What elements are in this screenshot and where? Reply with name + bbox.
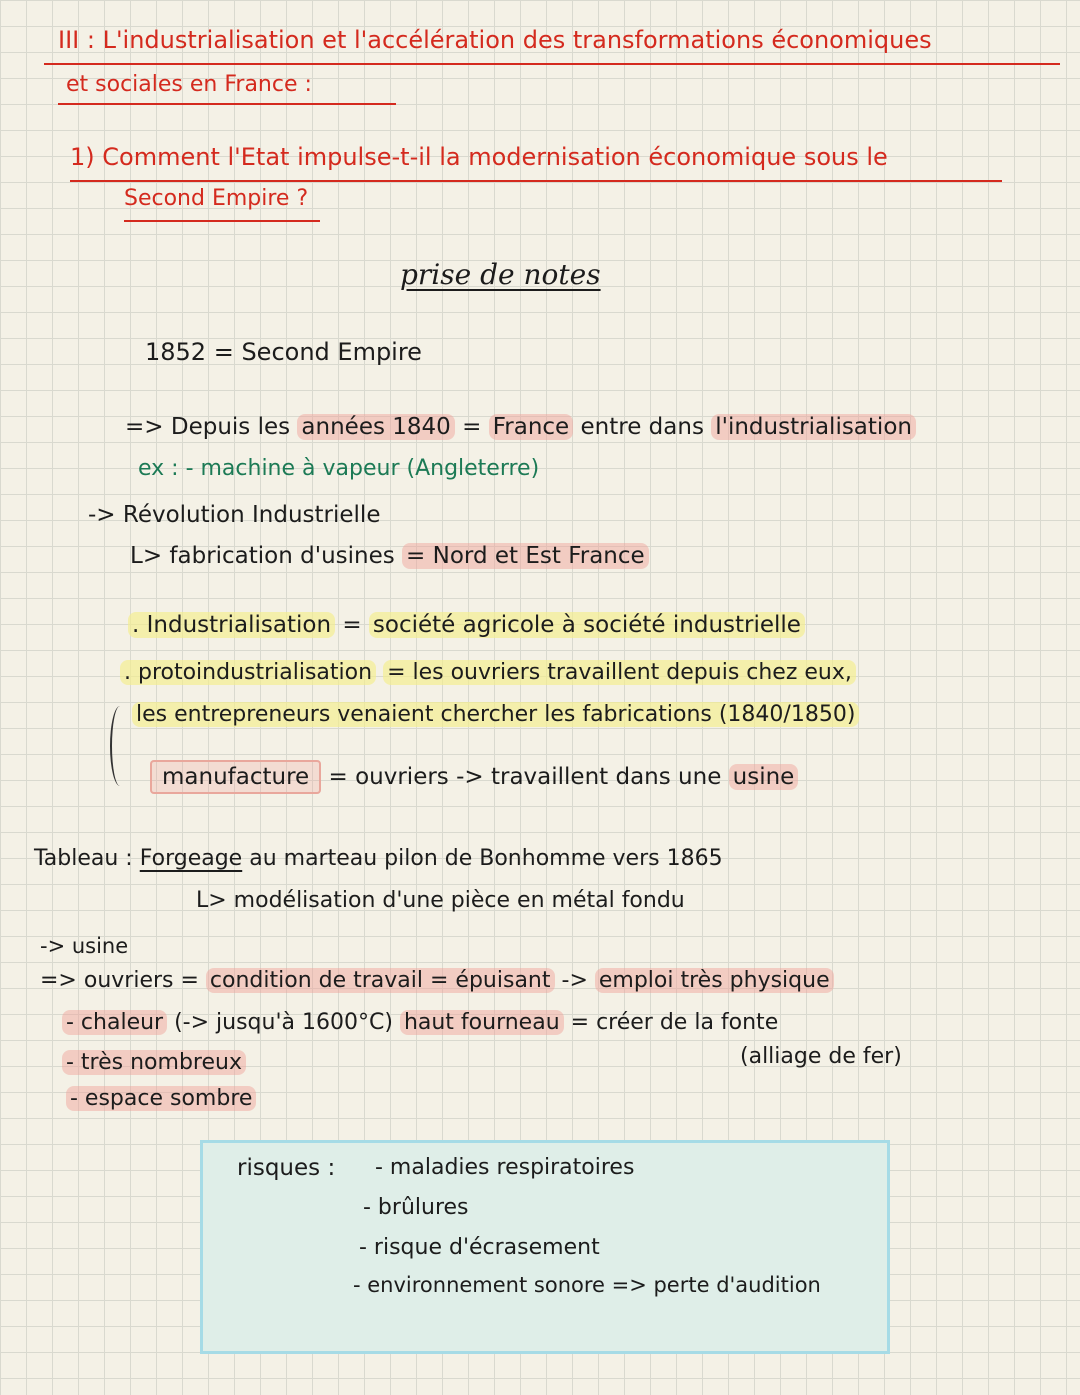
subtitle-underline-2	[124, 220, 320, 222]
depuis-eq: =	[462, 414, 482, 440]
sombre-line	[66, 1086, 256, 1112]
fabrication-text: L> fabrication d'usines	[130, 543, 395, 569]
risques-label: risques :	[237, 1155, 336, 1181]
emploi-highlight: emploi très physique	[595, 968, 834, 993]
industrialisation-highlight: l'industrialisation	[711, 414, 916, 440]
depuis-line	[125, 414, 916, 442]
haut-fourneau-highlight: haut fourneau	[400, 1010, 564, 1035]
chaleur-line	[62, 1010, 778, 1036]
tableau-title: au marteau pilon de Bonhomme vers 1865	[249, 846, 723, 871]
chapter-title-line2: et sociales en France :	[66, 72, 312, 97]
fonte-def: = créer de la fonte	[570, 1010, 779, 1035]
risques-box	[200, 1140, 890, 1354]
tableau-line2: L> modélisation d'une pièce en métal fondu	[196, 888, 685, 913]
ouvriers-line	[40, 968, 834, 994]
ouvriers-arrow: ->	[561, 968, 588, 993]
industrialisation-label: . Industrialisation	[128, 612, 335, 638]
risque-item: - brûlures	[363, 1195, 469, 1220]
tableau-label: Tableau :	[34, 846, 133, 871]
condition-highlight: condition de travail = épuisant	[206, 968, 555, 993]
risque-item: - risque d'écrasement	[359, 1235, 600, 1260]
subtitle-underline	[70, 180, 1002, 182]
france-highlight: France	[489, 414, 573, 440]
revolution-line: -> Révolution Industrielle	[88, 502, 381, 528]
notes-heading: prise de notes	[400, 258, 601, 291]
industrialisation-definition: société agricole à société industrielle	[369, 612, 805, 638]
title-underline-2	[58, 103, 396, 105]
title-underline	[44, 63, 1060, 65]
annees-highlight: années 1840	[297, 414, 454, 440]
tableau-line1	[34, 846, 723, 872]
proto-label: . protoindustrialisation	[120, 660, 376, 685]
fabrication-line	[130, 543, 649, 571]
depuis-arrow: => Depuis les	[125, 414, 291, 440]
nord-est-highlight: = Nord et Est France	[402, 543, 649, 569]
manufacture-line	[150, 764, 798, 792]
proto-line1	[120, 660, 856, 686]
industrialisation-def-line	[128, 612, 805, 640]
proto-definition-2: les entrepreneurs venaient chercher les fabrications (1840/1850)	[132, 702, 859, 727]
section-question-line1: 1) Comment l'Etat impulse-t-il la modernisation économique sous le	[70, 143, 888, 171]
manufacture-def: = ouvriers -> travaillent dans une	[328, 764, 722, 790]
usine-line: -> usine	[40, 934, 129, 958]
forgeage-word: Forgeage	[139, 846, 243, 871]
alliage-line: (alliage de fer)	[740, 1044, 902, 1069]
date-line: 1852 = Second Empire	[145, 338, 422, 366]
industrialisation-eq: =	[342, 612, 362, 638]
risque-item: - maladies respiratoires	[375, 1155, 635, 1180]
chaleur-highlight: - chaleur	[62, 1010, 167, 1035]
usine-highlight: usine	[729, 764, 799, 790]
proto-definition-1: = les ouvriers travaillent depuis chez eux,	[383, 660, 856, 685]
risque-item: - environnement sonore => perte d'audition	[353, 1273, 821, 1297]
bracket-mark	[110, 706, 130, 786]
proto-line2	[132, 702, 859, 728]
section-question-line2: Second Empire ?	[124, 186, 309, 211]
ouvriers-label: => ouvriers =	[40, 968, 199, 993]
chaleur-temp: (-> jusqu'à 1600°C)	[174, 1010, 393, 1035]
nombreux-highlight: - très nombreux	[62, 1050, 246, 1075]
chapter-title-line1: III : L'industrialisation et l'accélération des transformations économiques	[58, 26, 932, 54]
sombre-highlight: - espace sombre	[66, 1086, 256, 1111]
example-line: ex : - machine à vapeur (Angleterre)	[138, 456, 540, 481]
nombreux-line	[62, 1050, 246, 1076]
entre-dans: entre dans	[580, 414, 704, 440]
manufacture-box: manufacture	[150, 760, 321, 794]
